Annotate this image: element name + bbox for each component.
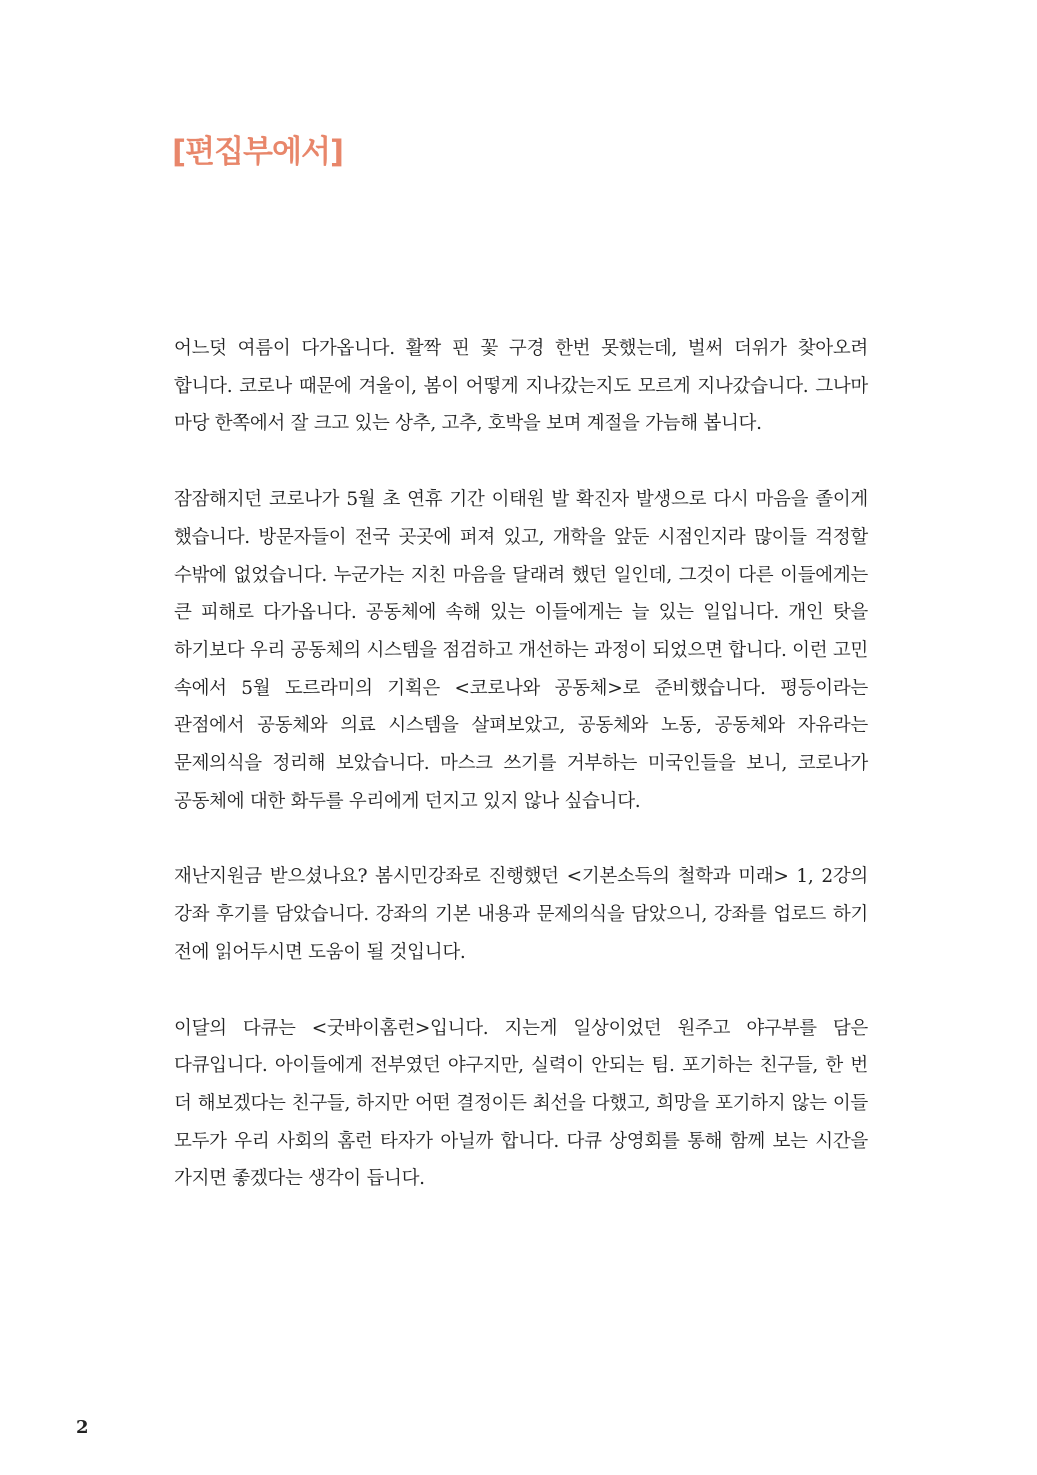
paragraph-lecture: 재난지원금 받으셨나요? 봄시민강좌로 진행했던 <기본소득의 철학과 미래> 1, 2강의 강좌 후기를 담았습니다. 강좌의 기본 내용과 문제의식을 담았으니, 강좌를 업로드 하기 전에 읽어두시면 도움이 될 것입니다. [174,866,868,963]
editorial-body [174,330,868,1236]
page-number: 2 [76,1417,89,1438]
page-title: [편집부에서] [172,134,344,170]
paragraph-intro: 어느덧 여름이 다가옵니다. 활짝 핀 꽃 구경 한번 못했는데, 벌써 더위가 찾아오려 합니다. 코로나 때문에 겨울이, 봄이 어떻게 지나갔는지도 모르게 지나갔습니다. 그나마 마당 한쪽에서 잘 크고 있는 상추, 고추, 호박을 보며 계절을 가늠해 봅니다. [174,338,868,435]
paragraph-documentary: 이달의 다큐는 <굿바이홈런>입니다. 지는게 일상이었던 원주고 야구부를 담은 다큐입니다. 아이들에게 전부였던 야구지만, 실력이 안되는 팀. 포기하는 친구들, 한 번 더 해보겠다는 친구들, 하지만 어떤 결정이든 최선을 다했고, 희망을 포기하지 않는 이들 모두가 우리 사회의 홈런 타자가 아닐까 합니다. 다큐 상영회를 통해 함께 보는 시간을 가지면 좋겠다는 생각이 듭니다. [174,1017,868,1190]
paragraph-corona: 잠잠해지던 코로나가 5월 초 연휴 기간 이태원 발 확진자 발생으로 다시 마음을 졸이게 했습니다. 방문자들이 전국 곳곳에 퍼져 있고, 개학을 앞둔 시점인지라 많이들 걱정할 수밖에 없었습니다. 누군가는 지친 마음을 달래려 했던 일인데, 그것이 다른 이들에게는 큰 피해로 다가옵니다. 공동체에 속해 있는 이들에게는 늘 있는 일입니다. 개인 탓을 하기보다 우리 공동체의 시스템을 점검하고 개선하는 과정이 되었으면 합니다. 이런 고민 속에서 5월 도르라미의 기획은 <코로나와 공동체>로 준비했습니다. 평등이라는 관점에서 공동체와 의료 시스템을 살펴보았고, 공동체와 노동, 공동체와 자유라는 문제의식을 정리해 보았습니다. 마스크 쓰기를 거부하는 미국인들을 보니, 코로나가 공동체에 대한 화두를 우리에게 던지고 있지 않나 싶습니다. [174,489,868,812]
